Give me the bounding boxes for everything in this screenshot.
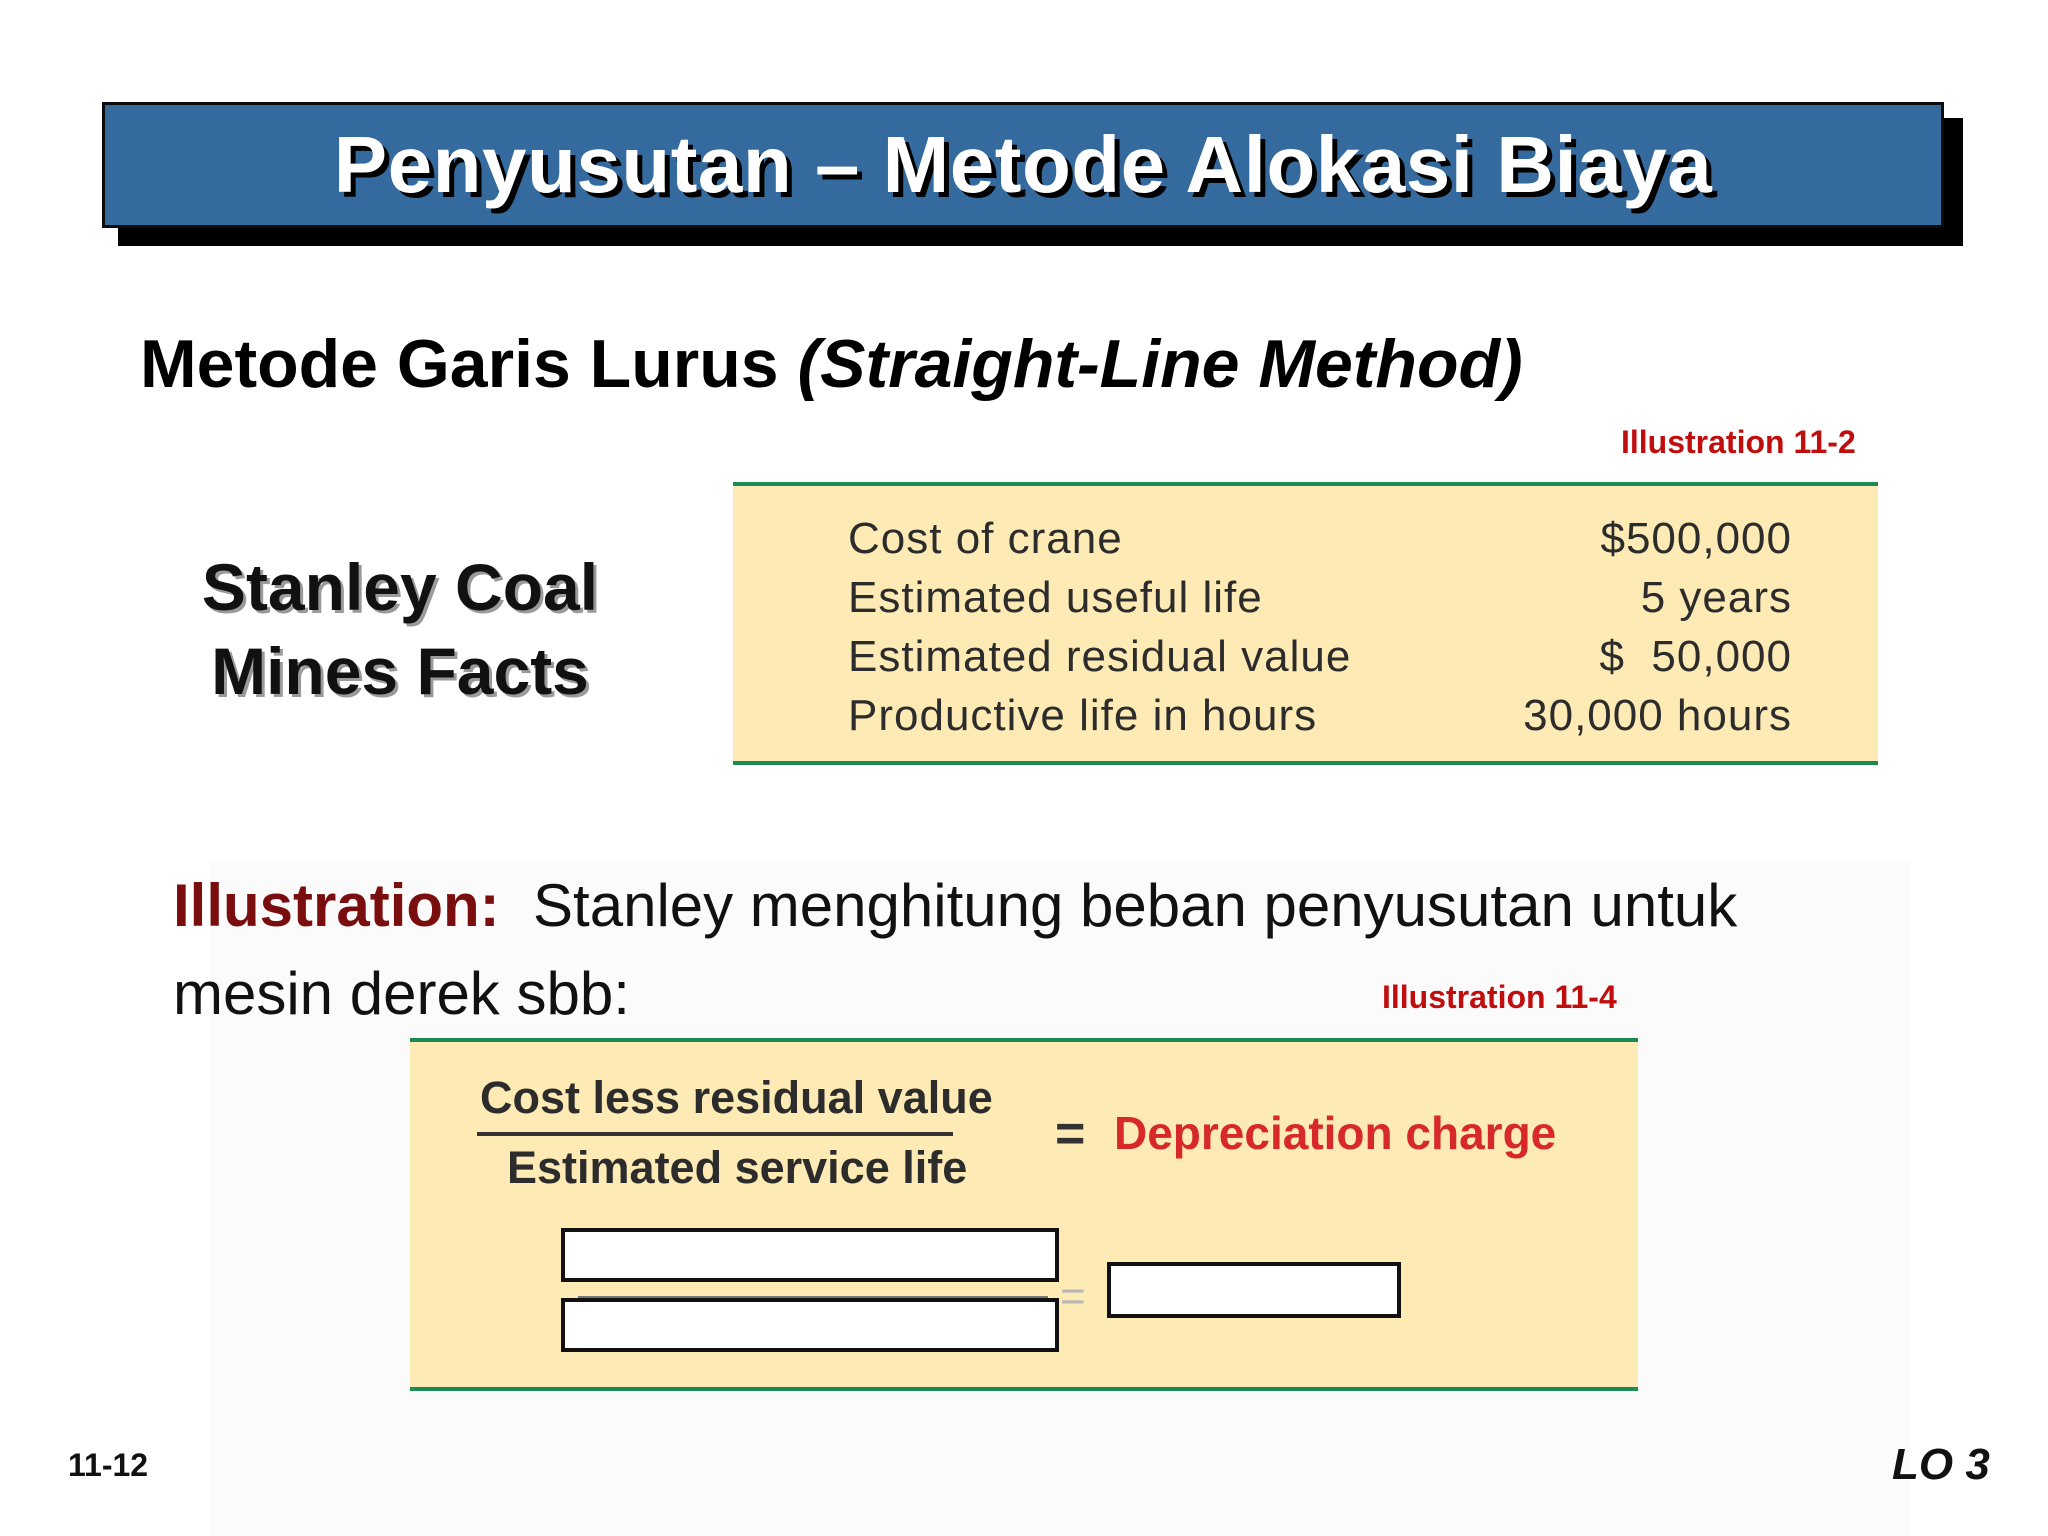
facts-row (733, 573, 1878, 631)
result-answer-box[interactable] (1107, 1262, 1401, 1318)
facts-row (733, 514, 1878, 572)
facts-table (733, 482, 1878, 765)
section-subtitle (140, 325, 1523, 403)
slide-number: 11-12 (68, 1447, 149, 1483)
denominator-answer-box[interactable] (561, 1298, 1059, 1352)
facts-heading-line2: Mines Facts (211, 634, 589, 708)
title-banner (102, 102, 1944, 228)
subtitle-main: Metode Garis Lurus (140, 326, 798, 402)
fact-value: $ 50,000 (1599, 632, 1792, 681)
fact-value: $500,000 (1600, 514, 1792, 563)
illustration-paragraph (173, 862, 1873, 1038)
fact-label: Cost of crane (848, 514, 1123, 563)
formula-result: Depreciation charge (1114, 1107, 1557, 1159)
illustration-label-facts: Illustration 11-2 (1621, 424, 1856, 460)
fact-label: Productive life in hours (848, 691, 1318, 740)
facts-row (733, 632, 1878, 690)
fact-value: 30,000 hours (1523, 691, 1792, 740)
illustration-label-formula: Illustration 11-4 (1382, 979, 1617, 1015)
fact-value: 5 years (1640, 573, 1792, 622)
slide-title: Penyusutan – Metode Alokasi Biaya (333, 120, 1713, 209)
formula-box (410, 1038, 1638, 1391)
answer-equals-sign: = (1060, 1272, 1086, 1321)
illustration-text: Stanley menghitung beban penyusutan untuk mesin derek sbb: (173, 872, 1754, 1027)
fraction-line (477, 1132, 953, 1136)
illustration-lead: Illustration: (173, 872, 500, 939)
numerator-answer-box[interactable] (561, 1228, 1059, 1282)
equals-sign: = (1055, 1105, 1086, 1163)
formula-numerator: Cost less residual value (480, 1072, 993, 1123)
facts-row (733, 691, 1878, 749)
subtitle-italic: (Straight-Line Method) (797, 326, 1523, 402)
facts-heading (150, 545, 650, 713)
fact-label: Estimated residual value (848, 632, 1352, 681)
facts-heading-line1: Stanley Coal (201, 550, 599, 624)
learning-objective: LO 3 (1892, 1440, 1990, 1489)
formula-denominator: Estimated service life (507, 1142, 968, 1193)
fact-label: Estimated useful life (848, 573, 1263, 622)
